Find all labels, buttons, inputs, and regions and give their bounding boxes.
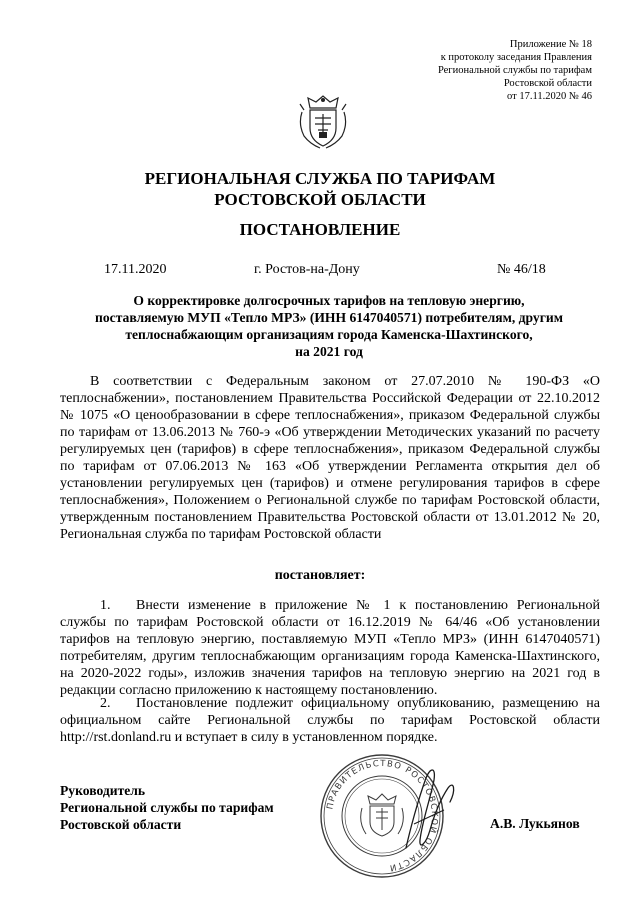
decree-heading: постановляет:	[274, 568, 366, 583]
annex-line: от 17.11.2020 № 46	[507, 91, 592, 102]
preamble-paragraph: В соответствии с Федеральным законом от 27.07.2010 № 190-ФЗ «О теплоснабжении», постановлением Правительства Российской Федерации от 22.10.2012 № 1075 «О ценообразовании в сфере теплоснабжения», приказом Федеральной службы по тарифам от 13.06.2013 № 760-э «Об утверждении Методических указаний по расчету регулируемых цен (тарифов) в сфере теплоснабжения», приказом Федеральной службы по тарифам от 07.06.2013 № 163 «Об утверждении Регламента открытия дел об установлении регулируемых цен (тарифов) и отмене регулирования тарифов в сфере теплоснабжения», Положением о Региональной службе по тарифам Ростовской области, утвержденным постановлением Правительства Ростовской области от 13.01.2012 № 20, Региональная служба по тарифам Ростовской области	[60, 374, 600, 542]
signatory-title-line: Ростовской области	[60, 817, 182, 832]
subject-line: О корректировке долгосрочных тарифов на тепловую энергию,	[133, 293, 525, 308]
decree-item	[60, 695, 600, 746]
item-text: Внести изменение в приложение № 1 к постановлению Региональной службы по тарифам Ростовской области от 16.12.2019 № 64/46 «Об установлении тарифов на тепловую энергию, поставляемую МУП «Тепло МРЗ» (ИНН 6147040571) потребителям, другим теплоснабжающим организациям города Каменска-Шахтинского, на 2020-2022 годы», изложив значения тарифов на тепловую энергию на 2021 год в редакции согласно приложению к настоящему постановлению.	[60, 598, 600, 698]
signatory-title	[60, 782, 274, 833]
handwritten-signature	[400, 760, 460, 860]
rostov-coat-of-arms-icon	[294, 88, 352, 152]
subject-line: на 2021 год	[295, 344, 363, 359]
item-text: Постановление подлежит официальному опубликованию, размещению на официальном сайте Региональной службы по тарифам Ростовской области http://rst.donland.ru и вступает в силу в установленном порядке.	[60, 696, 600, 745]
stamp-text: ПРАВИТЕЛЬСТВО РОСТОВСКОЙ ОБЛАСТИ	[325, 758, 440, 873]
signatory-title-line: Региональной службы по тарифам	[60, 800, 274, 815]
annex-line: к протоколу заседания Правления	[440, 52, 592, 63]
document-date: 17.11.2020	[104, 262, 167, 277]
subject-line: поставляемую МУП «Тепло МРЗ» (ИНН 6147040571) потребителям, другим	[95, 310, 563, 325]
organization-line: РЕГИОНАЛЬНАЯ СЛУЖБА ПО ТАРИФАМ	[144, 169, 496, 188]
organization-name	[0, 168, 640, 210]
document-subject	[60, 292, 598, 360]
signatory-title-line: Руководитель	[60, 783, 146, 798]
annex-line: Приложение № 18	[509, 39, 592, 50]
annex-line: Ростовской области	[503, 78, 592, 89]
document-place: г. Ростов-на-Дону	[254, 262, 360, 277]
item-number: 1.	[100, 598, 111, 613]
annex-note	[362, 38, 592, 103]
subject-line: теплоснабжающим организациям города Каменска-Шахтинского,	[125, 327, 533, 342]
annex-line: Региональной службы по тарифам	[437, 65, 592, 76]
organization-line: РОСТОВСКОЙ ОБЛАСТИ	[214, 190, 426, 209]
signatory-name: А.В. Лукьянов	[490, 816, 580, 831]
document-type: ПОСТАНОВЛЕНИЕ	[239, 220, 401, 239]
decree-item	[60, 597, 600, 699]
document-number: № 46/18	[497, 262, 546, 277]
item-number: 2.	[100, 696, 111, 711]
